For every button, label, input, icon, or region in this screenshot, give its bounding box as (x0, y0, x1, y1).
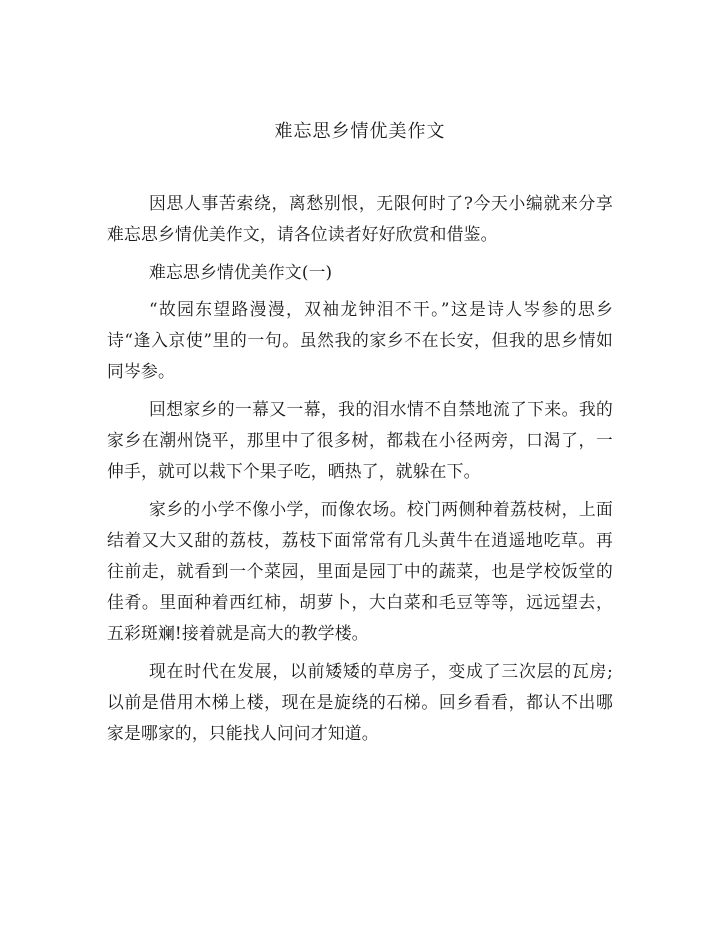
body-paragraph: “故园东望路漫漫，双袖龙钟泪不干。”这是诗人岑参的思乡诗“逢入京使”里的一句。虽然我的家乡不在长安，但我的思乡情如同岑参。 (107, 299, 613, 381)
body-paragraph: 现在时代在发展，以前矮矮的草房子，变成了三次层的瓦房;以前是借用木梯上楼，现在是旋绕的石梯。回乡看看，都认不出哪家是哪家的，只能找人问问才知道。 (107, 661, 613, 743)
document-body (107, 188, 613, 756)
body-paragraph: 家乡的小学不像小学，而像农场。校门两侧种着荔枝树，上面结着又大又甜的荔枝，荔枝下面常常有几头黄牛在逍遥地吃草。再往前走，就看到一个菜园，里面是园丁中的蔬菜，也是学校饭堂的佳肴。里面种着西红柿，胡萝卜，大白菜和毛豆等等，远远望去，五彩斑斓!接着就是高大的教学楼。 (107, 499, 613, 643)
section-heading: 难忘思乡情优美作文(一) (149, 262, 333, 282)
document-title: 难忘思乡情优美作文 (274, 121, 446, 142)
body-paragraph: 回想家乡的一幕又一幕，我的泪水情不自禁地流了下来。我的家乡在潮州饶平，那里中了很多树，都栽在小径两旁，口渴了，一伸手，就可以栽下个果子吃，晒热了，就躲在下。 (107, 399, 613, 481)
intro-paragraph: 因思人事苦索绕，离愁别恨，无限何时了?今天小编就来分享难忘思乡情优美作文，请各位读者好好欣赏和借鉴。 (107, 193, 613, 244)
